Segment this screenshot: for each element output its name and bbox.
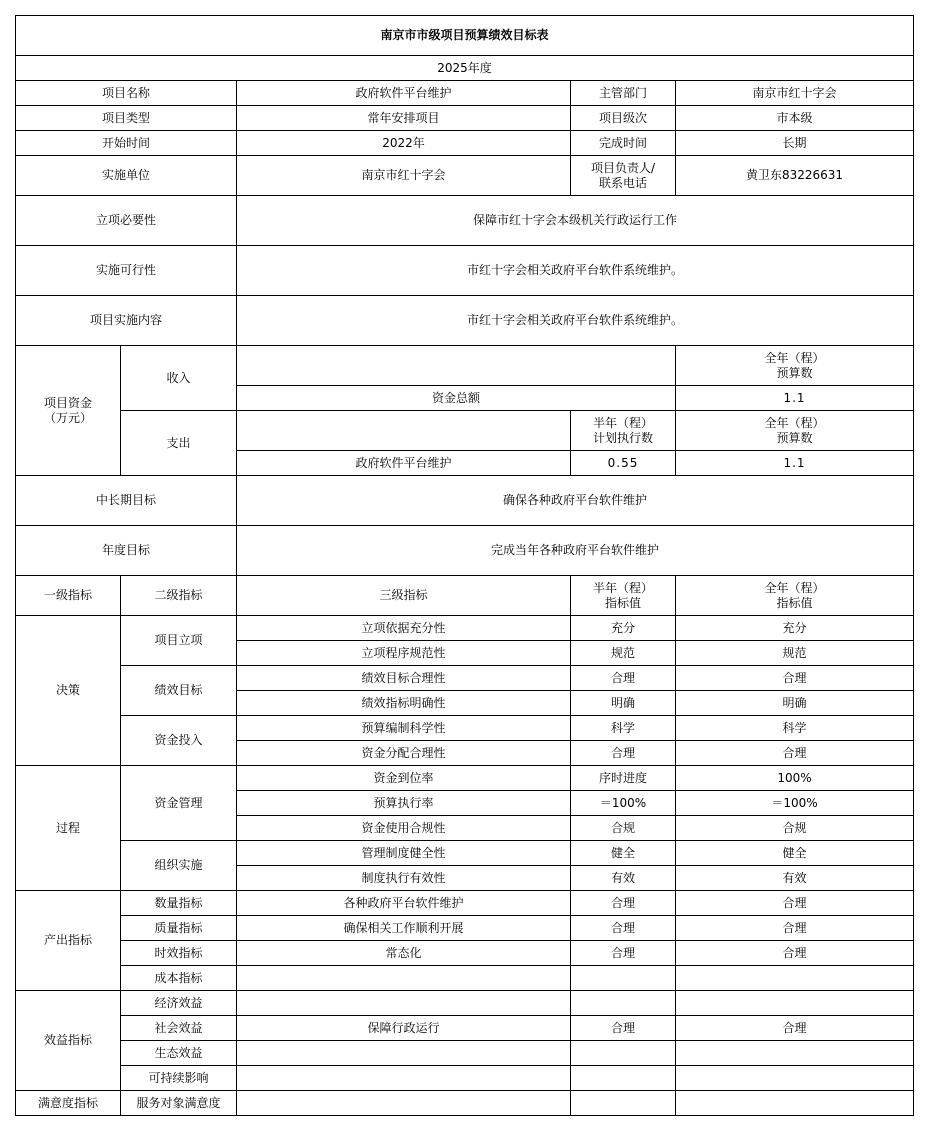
annual-goal: 完成当年各种政府平台软件维护 (237, 526, 914, 576)
performance-target-table (15, 15, 914, 1116)
indicator-half: 合理 (571, 1016, 676, 1041)
project-name-label: 项目名称 (16, 81, 237, 106)
income-full-year-header (676, 346, 914, 386)
satisfaction-label: 满意度指标 (16, 1091, 121, 1116)
indicator-half (571, 966, 676, 991)
table-title: 南京市市级项目预算绩效目标表 (16, 16, 914, 56)
decision-group-performance: 绩效目标 (121, 666, 237, 716)
indicator-name: 绩效目标合理性 (237, 666, 571, 691)
indicator-half: 科学 (571, 716, 676, 741)
output-l2: 质量指标 (121, 916, 237, 941)
indicator-full: 合规 (676, 816, 914, 841)
annual-label: 年度目标 (16, 526, 237, 576)
project-level-label: 项目级次 (571, 106, 676, 131)
benefit-l2: 社会效益 (121, 1016, 237, 1041)
contact-label-line1: 项目负责人/ (590, 160, 656, 175)
feasibility: 市红十字会相关政府平台软件系统维护。 (237, 246, 914, 296)
indicator-full: 合理 (676, 941, 914, 966)
expense-full-year-header (676, 411, 914, 451)
dept-label: 主管部门 (571, 81, 676, 106)
indicator-half: 健全 (571, 841, 676, 866)
necessity-label: 立项必要性 (16, 196, 237, 246)
decision-group-project: 项目立项 (121, 616, 237, 666)
header-half-line2: 指标值 (604, 595, 641, 610)
indicator-half: 序时进度 (571, 766, 676, 791)
indicator-half: 有效 (571, 866, 676, 891)
benefit-l2: 可持续影响 (121, 1066, 237, 1091)
indicator-half (571, 1041, 676, 1066)
end-time: 长期 (676, 131, 914, 156)
header-full-line2: 指标值 (776, 595, 813, 610)
indicator-full (676, 966, 914, 991)
contact-label-line2: 联系电话 (598, 175, 647, 190)
start-time: 2022年 (237, 131, 571, 156)
indicator-name: 管理制度健全性 (237, 841, 571, 866)
necessity: 保障市红十字会本级机关行政运行工作 (237, 196, 914, 246)
indicator-full: 科学 (676, 716, 914, 741)
indicator-half: 合规 (571, 816, 676, 841)
expense-blank (237, 411, 571, 451)
indicator-full: 100% (676, 766, 914, 791)
indicator-half (571, 1091, 676, 1116)
indicator-full: 明确 (676, 691, 914, 716)
indicator-name: 资金分配合理性 (237, 741, 571, 766)
indicator-name: 保障行政运行 (237, 1016, 571, 1041)
indicator-full (676, 1066, 914, 1091)
process-group-funds: 资金管理 (121, 766, 237, 841)
total-funds-value: 1.1 (676, 386, 914, 411)
long-term-label: 中长期目标 (16, 476, 237, 526)
expense-half-year-header (571, 411, 676, 451)
start-time-label: 开始时间 (16, 131, 237, 156)
indicator-name (237, 1066, 571, 1091)
project-level: 市本级 (676, 106, 914, 131)
indicator-half: ＝100% (571, 791, 676, 816)
indicator-half: 明确 (571, 691, 676, 716)
header-half-line1: 半年（程） (592, 580, 653, 595)
indicator-full (676, 1041, 914, 1066)
benefit-l2: 经济效益 (121, 991, 237, 1016)
indicator-half: 合理 (571, 941, 676, 966)
indicator-half: 充分 (571, 616, 676, 641)
expense-half-value: 0.55 (571, 451, 676, 476)
satisfaction-l2: 服务对象满意度 (121, 1091, 237, 1116)
income-full-year-line2: 预算数 (776, 365, 813, 380)
expense-label: 支出 (121, 411, 237, 476)
header-full-year (676, 576, 914, 616)
output-l2: 时效指标 (121, 941, 237, 966)
header-level2: 二级指标 (121, 576, 237, 616)
indicator-half: 合理 (571, 666, 676, 691)
funds-label-line2: （万元） (43, 410, 92, 425)
dept: 南京市红十字会 (676, 81, 914, 106)
indicator-name (237, 1091, 571, 1116)
expense-half-line2: 计划执行数 (592, 430, 653, 445)
process-group-implementation: 组织实施 (121, 841, 237, 891)
indicator-full: ＝100% (676, 791, 914, 816)
funds-label-line1: 项目资金 (43, 395, 92, 410)
indicator-name (237, 1041, 571, 1066)
income-full-year-line1: 全年（程） (764, 350, 825, 365)
indicator-full: 合理 (676, 891, 914, 916)
process-label: 过程 (16, 766, 121, 891)
indicator-half (571, 1066, 676, 1091)
indicator-full: 规范 (676, 641, 914, 666)
header-full-line1: 全年（程） (764, 580, 825, 595)
decision-label: 决策 (16, 616, 121, 766)
year-label: 2025年度 (16, 56, 914, 81)
total-funds-label: 资金总额 (237, 386, 676, 411)
indicator-full: 合理 (676, 741, 914, 766)
header-half-year (571, 576, 676, 616)
indicator-name (237, 966, 571, 991)
indicator-name: 资金使用合规性 (237, 816, 571, 841)
implementing-unit: 南京市红十字会 (237, 156, 571, 196)
benefit-label: 效益指标 (16, 991, 121, 1091)
indicator-name: 各种政府平台软件维护 (237, 891, 571, 916)
output-l2: 成本指标 (121, 966, 237, 991)
income-blank (237, 346, 676, 386)
expense-half-line1: 半年（程） (592, 415, 653, 430)
indicator-full: 健全 (676, 841, 914, 866)
indicator-full (676, 991, 914, 1016)
content: 市红十字会相关政府平台软件系统维护。 (237, 296, 914, 346)
implementing-unit-label: 实施单位 (16, 156, 237, 196)
header-level1: 一级指标 (16, 576, 121, 616)
indicator-name: 制度执行有效性 (237, 866, 571, 891)
output-label: 产出指标 (16, 891, 121, 991)
project-name: 政府软件平台维护 (237, 81, 571, 106)
indicator-full (676, 1091, 914, 1116)
header-level3: 三级指标 (237, 576, 571, 616)
indicator-half: 合理 (571, 891, 676, 916)
indicator-full: 合理 (676, 916, 914, 941)
project-type-label: 项目类型 (16, 106, 237, 131)
benefit-l2: 生态效益 (121, 1041, 237, 1066)
long-term-goal: 确保各种政府平台软件维护 (237, 476, 914, 526)
project-type: 常年安排项目 (237, 106, 571, 131)
expense-full-line1: 全年（程） (764, 415, 825, 430)
indicator-full: 有效 (676, 866, 914, 891)
indicator-half: 合理 (571, 916, 676, 941)
indicator-full: 合理 (676, 1016, 914, 1041)
indicator-full: 合理 (676, 666, 914, 691)
contact-label (571, 156, 676, 196)
indicator-name: 立项程序规范性 (237, 641, 571, 666)
indicator-full: 充分 (676, 616, 914, 641)
expense-full-value: 1.1 (676, 451, 914, 476)
indicator-half: 规范 (571, 641, 676, 666)
expense-full-line2: 预算数 (776, 430, 813, 445)
indicator-name: 确保相关工作顺利开展 (237, 916, 571, 941)
decision-group-funding: 资金投入 (121, 716, 237, 766)
content-label: 项目实施内容 (16, 296, 237, 346)
indicator-name: 预算编制科学性 (237, 716, 571, 741)
output-l2: 数量指标 (121, 891, 237, 916)
feasibility-label: 实施可行性 (16, 246, 237, 296)
indicator-name (237, 991, 571, 1016)
indicator-name: 绩效指标明确性 (237, 691, 571, 716)
indicator-name: 预算执行率 (237, 791, 571, 816)
indicator-name: 立项依据充分性 (237, 616, 571, 641)
contact: 黄卫东83226631 (676, 156, 914, 196)
end-time-label: 完成时间 (571, 131, 676, 156)
funds-label (16, 346, 121, 476)
indicator-half: 合理 (571, 741, 676, 766)
indicator-name: 资金到位率 (237, 766, 571, 791)
indicator-half (571, 991, 676, 1016)
expense-item: 政府软件平台维护 (237, 451, 571, 476)
indicator-name: 常态化 (237, 941, 571, 966)
income-label: 收入 (121, 346, 237, 411)
